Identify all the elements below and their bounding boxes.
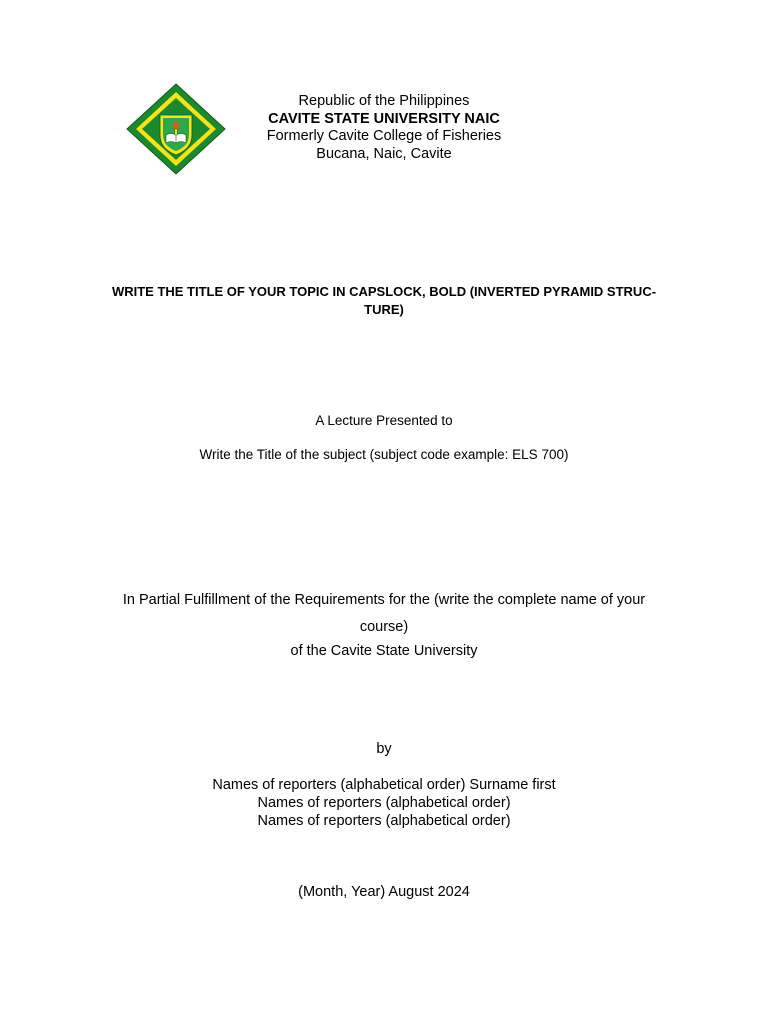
title-line-2: TURE)	[364, 301, 404, 317]
university-header	[200, 93, 568, 163]
reporter-line: Names of reporters (alphabetical order) Surname first	[212, 777, 556, 793]
by-label: by	[376, 741, 392, 757]
reporter-line: Names of reporters (alphabetical order)	[257, 794, 511, 811]
svg-text:•••: •••	[163, 99, 173, 108]
address-line: Bucana, Naic, Cavite	[316, 145, 452, 162]
title-line-1: WRITE THE TITLE OF YOUR TOPIC IN CAPSLOCK, BOLD (INVERTED PYRAMID STRUC-	[111, 284, 657, 299]
submission-date: (Month, Year) August 2024	[298, 884, 470, 900]
fulfillment-statement	[60, 587, 708, 640]
document-title	[80, 283, 688, 318]
svg-text:•••: •••	[181, 101, 191, 111]
subject-title: Write the Title of the subject (subject code example: ELS 700)	[199, 447, 569, 462]
fulfillment-line-1: In Partial Fulfillment of the Requirements for the (write the complete name of your	[122, 592, 646, 608]
republic-line: Republic of the Philippines	[298, 93, 470, 109]
reporter-line: Names of reporters (alphabetical order)	[257, 812, 511, 829]
fulfillment-line-3: of the Cavite State University	[290, 643, 478, 659]
lecture-presented-to: A Lecture Presented to	[315, 413, 453, 428]
svg-text:••: ••	[193, 138, 201, 146]
formerly-line: Formerly Cavite College of Fisheries	[266, 128, 502, 144]
university-name: CAVITE STATE UNIVERSITY NAIC	[268, 110, 500, 127]
svg-text:••: ••	[149, 137, 157, 146]
reporters-list	[60, 777, 708, 830]
fulfillment-line-2: course)	[359, 618, 409, 635]
